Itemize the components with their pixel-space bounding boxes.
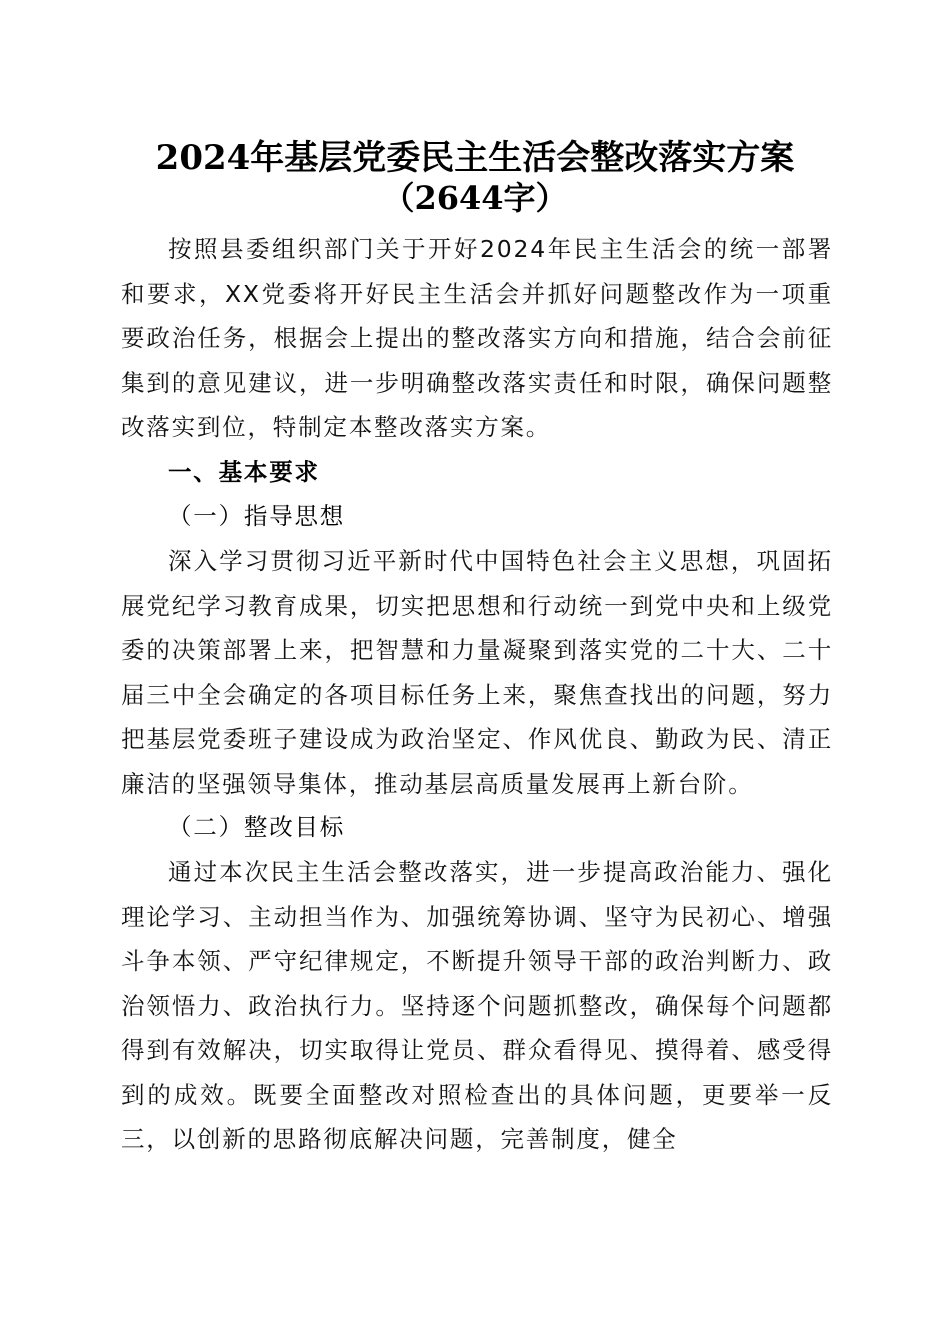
document-title: 2024年基层党委民主生活会整改落实方案 [155, 138, 795, 178]
subsection-heading-guiding-ideology: （一）指导思想 [168, 502, 346, 530]
rectification-goals-paragraph: 通过本次民主生活会整改落实，进一步提高政治能力、强化理论学习、主动担当作为、加强统筹协调、坚守为民初心、增强斗争本领、严守纪律规定，不断提升领导干部的政治判断力、政治领悟力、政治执行力。坚持逐个问题抓整改，确保每个问题都得到有效解决，切实取得让党员、群众看得见、摸得着、感受得到的成效。既要全面整改对照检查出的具体问题，更要举一反三，以创新的思路彻底解决问题，完善制度，健全 [121, 858, 833, 1153]
document-subtitle: （2644字） [382, 179, 568, 217]
section-heading-basic-requirements: 一、基本要求 [168, 458, 320, 486]
guiding-ideology-paragraph: 深入学习贯彻习近平新时代中国特色社会主义思想，巩固拓展党纪学习教育成果，切实把思想和行动统一到党中央和上级党委的决策部署上来，把智慧和力量凝聚到落实党的二十大、二十届三中全会确定的各项目标任务上来，聚焦查找出的问题，努力把基层党委班子建设成为政治坚定、作风优良、勤政为民、清正廉洁的坚强领导集体，推动基层高质量发展再上新台阶。 [121, 547, 833, 798]
intro-paragraph: 按照县委组织部门关于开好2024年民主生活会的统一部署和要求，XX党委将开好民主生活会并抓好问题整改作为一项重要政治任务，根据会上提出的整改落实方向和措施，结合会前征集到的意见建议，进一步明确整改落实责任和时限，确保问题整改落实到位，特制定本整改落实方案。 [121, 235, 833, 441]
subsection-heading-rectification-goals: （二）整改目标 [168, 813, 346, 841]
